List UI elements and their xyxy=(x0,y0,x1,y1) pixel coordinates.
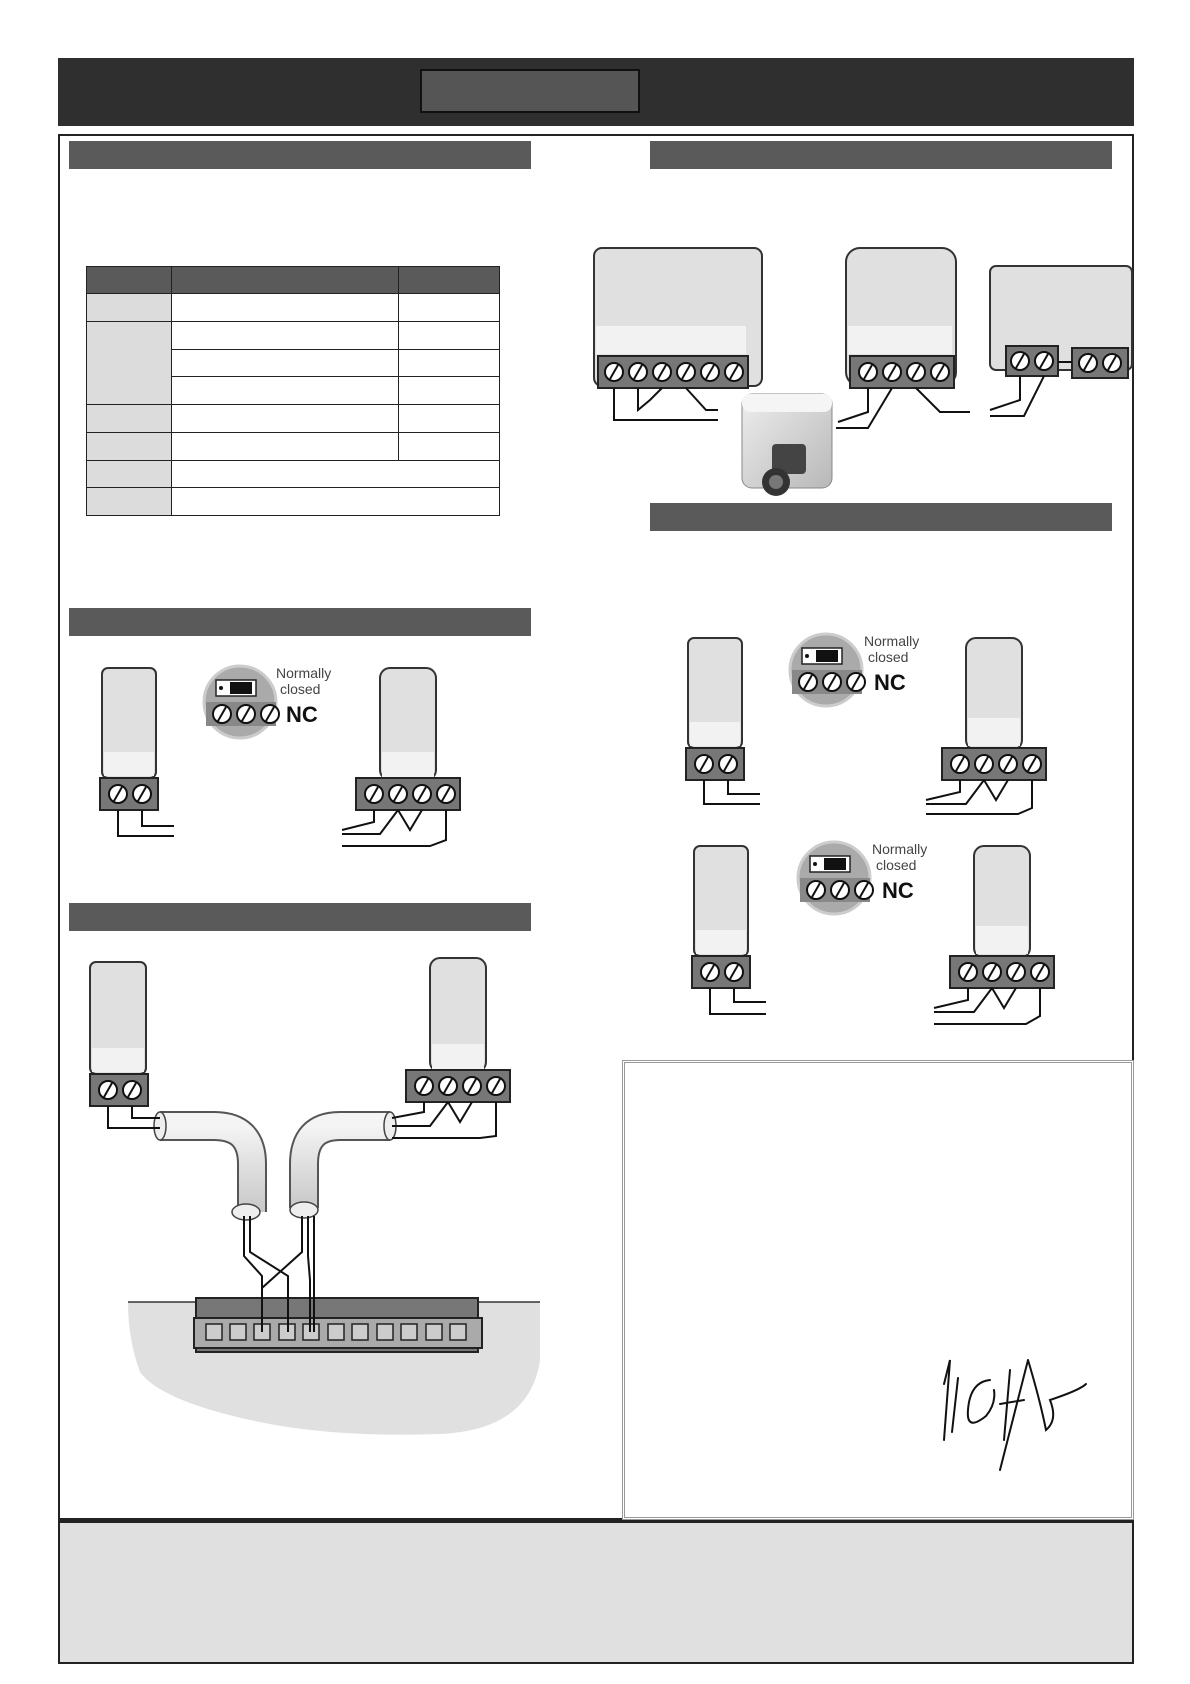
photocell-receiver-right-top xyxy=(926,638,1046,814)
nc-label-closed: closed xyxy=(868,649,909,665)
nc-label-code: NC xyxy=(874,670,906,695)
photocell-receiver-left xyxy=(342,668,460,846)
nc-badge-left xyxy=(204,665,331,738)
photocell-transmitter-right-top xyxy=(686,638,760,804)
nc-label-normally: Normally xyxy=(864,633,920,649)
nc-label-closed: closed xyxy=(280,681,321,697)
nc-label-closed: closed xyxy=(876,857,917,873)
nc-badge-right-top xyxy=(790,633,919,706)
nc-label-code: NC xyxy=(882,878,914,903)
nc-label-code: NC xyxy=(286,702,318,727)
control-board-six-terminal xyxy=(594,248,762,420)
photocell-receiver-right-bottom xyxy=(934,846,1054,1024)
terminal-block-strip xyxy=(194,1298,482,1352)
cable-transmitter xyxy=(154,1112,260,1220)
nc-label-normally: Normally xyxy=(872,841,928,857)
photocell-transmitter-left xyxy=(100,668,174,836)
control-board-split-terminal xyxy=(990,266,1132,416)
photocell-receiver-cable xyxy=(392,958,510,1138)
cable-receiver xyxy=(290,1112,396,1218)
photocell-transmitter-cable xyxy=(90,962,160,1128)
signature-mark xyxy=(944,1360,1086,1470)
nc-label-normally: Normally xyxy=(276,665,332,681)
photocell-transmitter-right-bottom xyxy=(692,846,766,1014)
control-board-four-terminal xyxy=(836,248,970,428)
nc-badge-right-bottom xyxy=(798,841,927,914)
gate-motor-image xyxy=(742,394,832,496)
